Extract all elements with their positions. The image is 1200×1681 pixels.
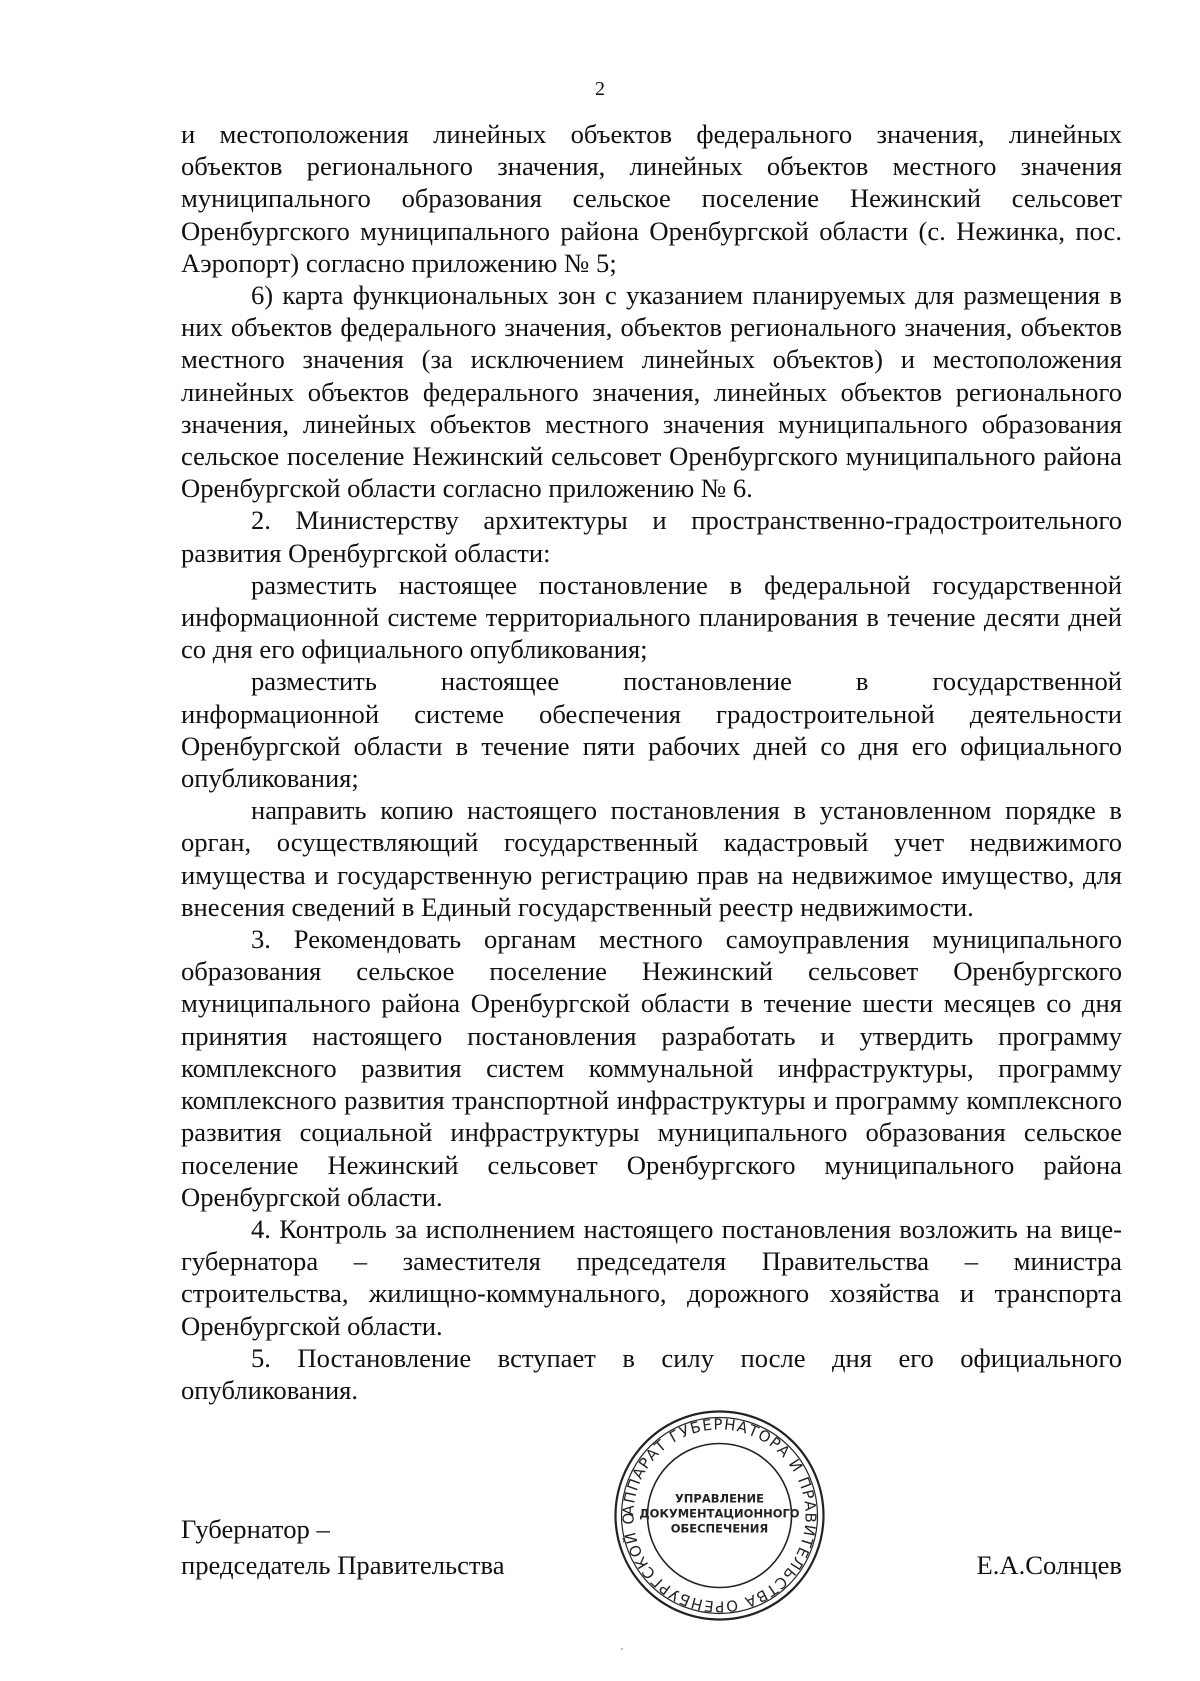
official-seal xyxy=(612,1408,827,1623)
paragraph-item-6: 6) карта функциональных зон с указанием планируемых для размещения в них объектов федерального значения, объектов регионального значения, объектов местного значения (за исключением линейных объектов) и местоположения линейных объектов федерального значения, линейных объектов регионального значения, линейных объектов местного значения муниципального образования сельское поселение Нежинский сельсовет Оренбургского муниципального района Оренбургской области согласно приложению № 6. xyxy=(181,280,1122,504)
signatory-title xyxy=(181,1511,505,1583)
scan-speck xyxy=(621,1648,623,1650)
signatory-title-line-1: Губернатор – xyxy=(181,1514,330,1544)
signatory-title-line-2: председатель Правительства xyxy=(181,1550,505,1580)
seal-center-line-1: УПРАВЛЕНИЕ xyxy=(674,1491,765,1506)
paragraph-point-4: 4. Контроль за исполнением настоящего постановления возложить на вице-губернатора – заместителя председателя Правительства – министра строительства, жилищно-коммунального, дорожного хозяйства и транспорта Оренбургской области. xyxy=(181,1213,1122,1341)
paragraph-point-5: 5. Постановление вступает в силу после дня его официального опубликования. xyxy=(181,1342,1122,1405)
paragraph-continuation: и местоположения линейных объектов федерального значения, линейных объектов регионального значения, линейных объектов местного значения муниципального образования сельское поселение Нежинский сельсовет Оренбургского муниципального района Оренбургской области (с. Нежинка, пос. Аэропорт) согласно приложению № 5; xyxy=(181,119,1122,278)
seal-center-text xyxy=(639,1491,799,1536)
paragraph-publish-federal: разместить настоящее постановление в федеральной государственной информационной системе территориального планирования в течение десяти дней со дня его официального опубликования; xyxy=(181,569,1122,665)
signatory-name: Е.А.Солнцев xyxy=(976,1550,1122,1580)
page-number: 2 xyxy=(595,78,605,100)
paragraph-send-copy: направить копию настоящего постановления в установленном порядке в орган, осуществляющий государственный кадастровый учет недвижимого имущества и государственную регистрацию прав на недвижимое имущество, для внесения сведений в Единый государственный реестр недвижимости. xyxy=(181,795,1122,922)
seal-center-line-2: ДОКУМЕНТАЦИОННОГО xyxy=(639,1506,800,1521)
seal-ring-text: АППАРАТ ГУБЕРНАТОРА И ПРАВИТЕЛЬСТВА ОРЕНБУРГСКОЙ О xyxy=(619,1415,820,1616)
seal-center-line-3: ОБЕСПЕЧЕНИЯ xyxy=(670,1521,769,1536)
paragraph-point-3: 3. Рекомендовать органам местного самоуправления муниципального образования сельское поселение Нежинский сельсовет Оренбургского муниципального района Оренбургской области в течение шести месяцев со дня принятия настоящего постановления разработать и утвердить программу комплексного развития систем коммунальной инфраструктуры, программу комплексного развития транспортной инфраструктуры и программу комплексного развития социальной инфраструктуры муниципального образования сельское поселение Нежинский сельсовет Оренбургского муниципального района Оренбургской области. xyxy=(181,924,1122,1212)
paragraph-publish-regional-rest: информационной системе обеспечения градостроительной деятельности Оренбургской области в течение пяти рабочих дней со дня его официального опубликования; xyxy=(181,698,1122,794)
paragraph-publish-regional-line: разместить настоящее постановление в государственной xyxy=(251,666,1122,697)
paragraph-point-2: 2. Министерству архитектуры и пространственно-градостроительного развития Оренбургской области: xyxy=(181,505,1122,568)
document-body xyxy=(181,118,1122,1406)
